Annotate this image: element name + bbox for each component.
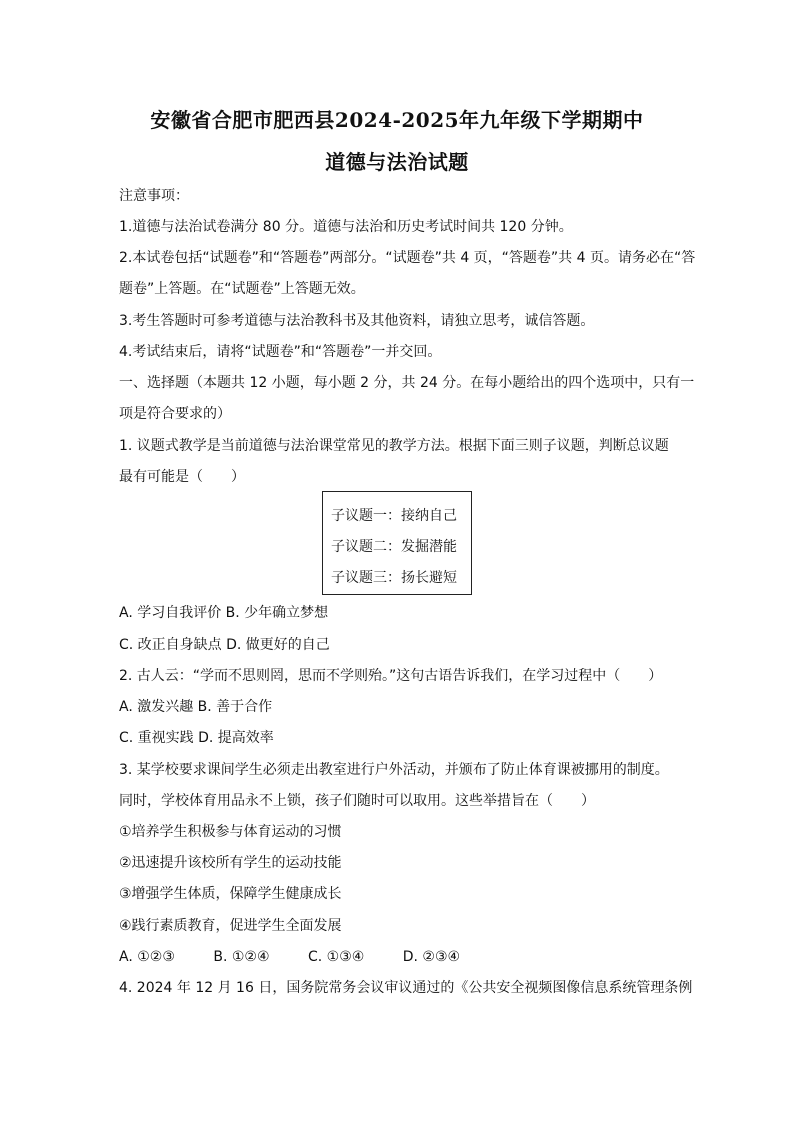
option-c: C. ①③④ (307, 949, 365, 965)
question-3-statement: ①培养学生积极参与体育运动的习惯 (119, 824, 342, 840)
question-1-options: C. 改正自身缺点 D. 做更好的自己 (119, 637, 330, 653)
question-3-statement: ②迅速提升该校所有学生的运动技能 (119, 855, 342, 871)
document-subtitle: 道德与法治试题 (325, 150, 469, 174)
option-b: B. ①②④ (213, 949, 270, 965)
question-2-options: A. 激发兴趣 B. 善于合作 (119, 699, 273, 715)
document-title: 安徽省合肥市肥西县2024-2025年九年级下学期期中 (150, 108, 644, 132)
sub-topic-box (322, 491, 472, 595)
question-3-statement: ③增强学生体质，保障学生健康成长 (119, 886, 342, 902)
notice-item: 1.道德与法治试卷满分 80 分。道德与法治和历史考试时间共 120 分钟。 (119, 219, 573, 235)
question-3-stem: 3. 某学校要求课间学生必须走出教室进行户外活动，并颁布了防止体育课被挪用的制度。 (119, 762, 669, 778)
sub-topic-item: 子议题一：接纳自己 (331, 508, 457, 524)
notice-item: 题卷”上答题。在“试题卷”上答题无效。 (119, 281, 365, 297)
question-2-options: C. 重视实践 D. 提高效率 (119, 730, 274, 746)
question-2-stem: 2. 古人云：“学而不思则罔，思而不学则殆。”这句古语告诉我们，在学习过程中（ ） (119, 668, 663, 684)
question-3-options (119, 948, 679, 966)
option-d: D. ②③④ (402, 949, 461, 965)
section-heading: 一、选择题（本题共 12 小题，每小题 2 分，共 24 分。在每小题给出的四个选项中，只有一 (119, 375, 695, 391)
option-a: A. ①②③ (119, 949, 175, 965)
question-1-options: A. 学习自我评价 B. 少年确立梦想 (119, 605, 329, 621)
sub-topic-item: 子议题二：发掘潜能 (331, 539, 457, 555)
question-1-stem: 1. 议题式教学是当前道德与法治课堂常见的教学方法。根据下面三则子议题，判断总议题 (119, 438, 669, 454)
question-4-stem: 4. 2024 年 12 月 16 日，国务院常务会议审议通过的《公共安全视频图像信息系统管理条例 (119, 980, 693, 996)
notice-item: 3.考生答题时可参考道德与法治教科书及其他资料，请独立思考，诚信答题。 (119, 313, 595, 329)
question-3-stem-cont: 同时，学校体育用品永不上锁，孩子们随时可以取用。这些举措旨在（ ） (119, 793, 595, 809)
section-heading-cont: 项是符合要求的） (119, 406, 231, 422)
notice-item: 2.本试卷包括“试题卷”和“答题卷”两部分。“试题卷”共 4 页，“答题卷”共 4 页。请务必在“答 (119, 250, 696, 266)
notice-item: 4.考试结束后，请将“试题卷”和“答题卷”一并交回。 (119, 344, 442, 360)
question-3-statement: ④践行素质教育，促进学生全面发展 (119, 918, 342, 934)
sub-topic-item: 子议题三：扬长避短 (331, 570, 457, 586)
question-1-stem-cont: 最有可能是（ ） (119, 469, 245, 485)
notice-heading: 注意事项： (119, 188, 189, 204)
